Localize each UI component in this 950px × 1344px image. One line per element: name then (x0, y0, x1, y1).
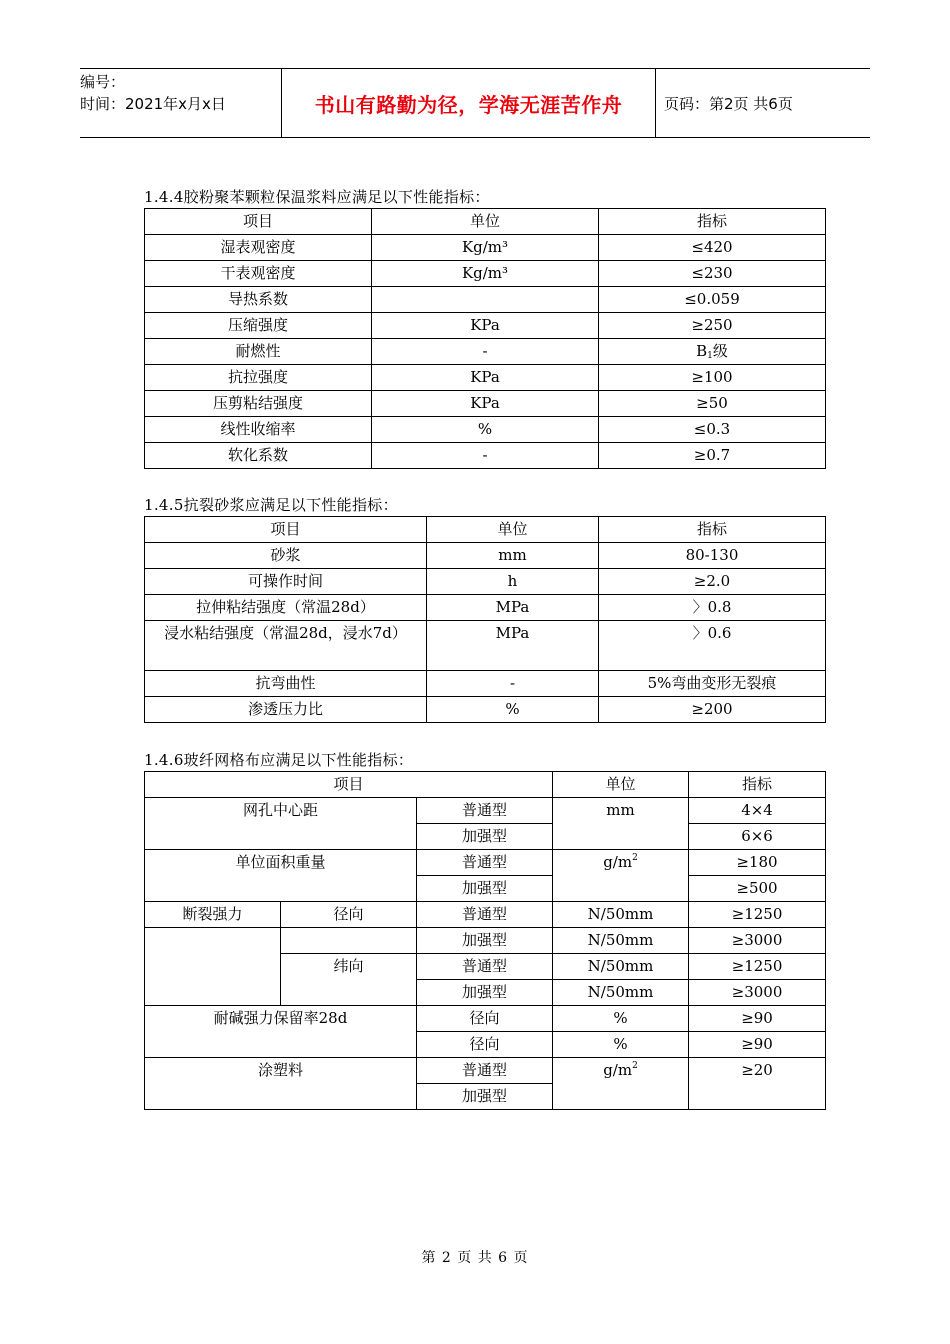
table-header-row (145, 209, 826, 235)
cell-index: ≥100 (599, 365, 826, 391)
table-row (145, 443, 826, 469)
page-footer: 第 2 页 共 6 页 (421, 1250, 529, 1266)
cell-unit-n50: N/50mm (553, 980, 689, 1006)
cell-index: 4×4 (689, 798, 826, 824)
cell-item: 线性收缩率 (145, 417, 372, 443)
table-row (145, 798, 826, 824)
cell-unit-percent: % (553, 1032, 689, 1058)
cell-index: ≥1250 (689, 954, 826, 980)
table-row (145, 235, 826, 261)
cell-warp: 径向 (417, 1006, 553, 1032)
table-row (145, 365, 826, 391)
table-header-row (145, 772, 826, 798)
cell-unit: Kg/m³ (372, 261, 599, 287)
cell-item: 软化系数 (145, 443, 372, 469)
table-header-row (145, 517, 826, 543)
cell-unit-n50: N/50mm (553, 902, 689, 928)
cell-unit (372, 287, 599, 313)
cell-index: ≥20 (689, 1058, 826, 1110)
table-row (145, 595, 826, 621)
anti-crack-mortar-table (144, 516, 826, 723)
section-title-2: 1.4.5抗裂砂浆应满足以下性能指标： (144, 496, 398, 514)
glass-fiber-mesh-table (144, 771, 826, 1110)
cell-unit: KPa (372, 365, 599, 391)
cell-unit-n50: N/50mm (553, 928, 689, 954)
cell-type-reinforced: 加强型 (417, 1084, 553, 1110)
table-row (145, 313, 826, 339)
cell-type-normal: 普通型 (417, 902, 553, 928)
cell-index: ≥500 (689, 876, 826, 902)
header-index: 指标 (599, 517, 826, 543)
table-row (145, 621, 826, 671)
cell-index: ≥2.0 (599, 569, 826, 595)
cell-item: 干表观密度 (145, 261, 372, 287)
cell-unit-gm2 (553, 1058, 689, 1110)
cell-index: ≥90 (689, 1032, 826, 1058)
cell-index: 6×6 (689, 824, 826, 850)
table-row (145, 850, 826, 876)
cell-type-normal: 普通型 (417, 1058, 553, 1084)
cell-type-reinforced: 加强型 (417, 928, 553, 954)
table-row (145, 261, 826, 287)
cell-unit: - (427, 671, 599, 697)
cell-index: 80-130 (599, 543, 826, 569)
cell-index: ≤0.3 (599, 417, 826, 443)
header-item: 项目 (145, 209, 372, 235)
header-page-info-cell (664, 69, 870, 137)
table-row (145, 697, 826, 723)
header-item: 项目 (145, 772, 553, 798)
unit-gm2-text: g/m (603, 853, 633, 871)
cell-item: 渗透压力比 (145, 697, 427, 723)
table-row (145, 543, 826, 569)
cell-item: 导热系数 (145, 287, 372, 313)
cell-item: 耐燃性 (145, 339, 372, 365)
cell-unit: - (372, 443, 599, 469)
header-item: 项目 (145, 517, 427, 543)
table-row (145, 902, 826, 928)
cell-area-weight: 单位面积重量 (145, 850, 417, 902)
cell-index: ≤420 (599, 235, 826, 261)
cell-unit: MPa (427, 621, 599, 671)
cell-index: 〉0.8 (599, 595, 826, 621)
cell-type-reinforced: 加强型 (417, 980, 553, 1006)
section-title-1: 1.4.4胶粉聚苯颗粒保温浆料应满足以下性能指标： (144, 188, 490, 206)
cell-item: 湿表观密度 (145, 235, 372, 261)
cell-index: ≤0.059 (599, 287, 826, 313)
cell-unit: MPa (427, 595, 599, 621)
cell-index: ≥180 (689, 850, 826, 876)
cell-weft: 纬向 (281, 954, 417, 1006)
cell-coating: 涂塑料 (145, 1058, 417, 1110)
cell-unit: KPa (372, 391, 599, 417)
cell-type-normal: 普通型 (417, 954, 553, 980)
cell-item: 抗弯曲性 (145, 671, 427, 697)
cell-warp: 径向 (417, 1032, 553, 1058)
table-row (145, 417, 826, 443)
page-header (80, 68, 870, 138)
cell-unit: % (427, 697, 599, 723)
table-row (145, 1006, 826, 1032)
cell-item: 拉伸粘结强度（常温28d） (145, 595, 427, 621)
cell-index: ≥50 (599, 391, 826, 417)
cell-item: 浸水粘结强度（常温28d，浸水7d） (145, 621, 427, 671)
cell-empty (145, 928, 281, 1006)
cell-break-strength: 断裂强力 (145, 902, 281, 928)
cell-index: 5%弯曲变形无裂痕 (599, 671, 826, 697)
cell-index: ≥0.7 (599, 443, 826, 469)
unit-gm2-sup: 2 (632, 1061, 638, 1071)
cell-item: 压剪粘结强度 (145, 391, 372, 417)
cell-index: ≤230 (599, 261, 826, 287)
table-row (145, 287, 826, 313)
header-index: 指标 (599, 209, 826, 235)
cell-item: 砂浆 (145, 543, 427, 569)
document-number-label: 编号： (80, 73, 126, 91)
header-motto-cell (281, 69, 656, 137)
cell-unit: mm (427, 543, 599, 569)
insulation-mortar-table (144, 208, 826, 469)
header-unit: 单位 (427, 517, 599, 543)
header-unit: 单位 (553, 772, 689, 798)
header-page-info: 页码：第2页 共6页 (664, 94, 793, 113)
cell-index: $B_1$级 (599, 339, 826, 365)
cell-item: 抗拉强度 (145, 365, 372, 391)
header-left (80, 69, 280, 137)
cell-index: ≥200 (599, 697, 826, 723)
cell-unit-mm: mm (553, 798, 689, 850)
table-row (145, 1058, 826, 1084)
cell-type-normal: 普通型 (417, 850, 553, 876)
table-row (145, 391, 826, 417)
header-unit: 单位 (372, 209, 599, 235)
document-date: 时间：2021年x月x日 (80, 95, 226, 113)
table-row (145, 671, 826, 697)
cell-unit: KPa (372, 313, 599, 339)
section-title-3: 1.4.6玻纤网格布应满足以下性能指标： (144, 751, 414, 769)
table-row (145, 339, 826, 365)
cell-index: ≥90 (689, 1006, 826, 1032)
cell-item: 可操作时间 (145, 569, 427, 595)
unit-gm2-text: g/m (603, 1061, 633, 1079)
cell-unit: h (427, 569, 599, 595)
cell-unit-gm2 (553, 850, 689, 902)
cell-unit: % (372, 417, 599, 443)
cell-type-reinforced: 加强型 (417, 876, 553, 902)
cell-index: ≥3000 (689, 928, 826, 954)
cell-warp: 径向 (281, 902, 417, 928)
cell-index: ≥3000 (689, 980, 826, 1006)
cell-type-normal: 普通型 (417, 798, 553, 824)
header-motto: 书山有路勤为径，学海无涯苦作舟 (314, 92, 623, 117)
unit-gm2-sup: 2 (632, 853, 638, 863)
cell-unit: - (372, 339, 599, 365)
cell-unit-percent: % (553, 1006, 689, 1032)
cell-type-reinforced: 加强型 (417, 824, 553, 850)
cell-unit-n50: N/50mm (553, 954, 689, 980)
cell-empty (281, 928, 417, 954)
cell-index: ≥1250 (689, 902, 826, 928)
cell-item: 压缩强度 (145, 313, 372, 339)
cell-unit: Kg/m³ (372, 235, 599, 261)
cell-index: ≥250 (599, 313, 826, 339)
cell-mesh-spacing: 网孔中心距 (145, 798, 417, 850)
cell-alkali-retention: 耐碱强力保留率28d (145, 1006, 417, 1058)
header-index: 指标 (689, 772, 826, 798)
table-row (145, 569, 826, 595)
cell-index: 〉0.6 (599, 621, 826, 671)
table-row (145, 928, 826, 954)
